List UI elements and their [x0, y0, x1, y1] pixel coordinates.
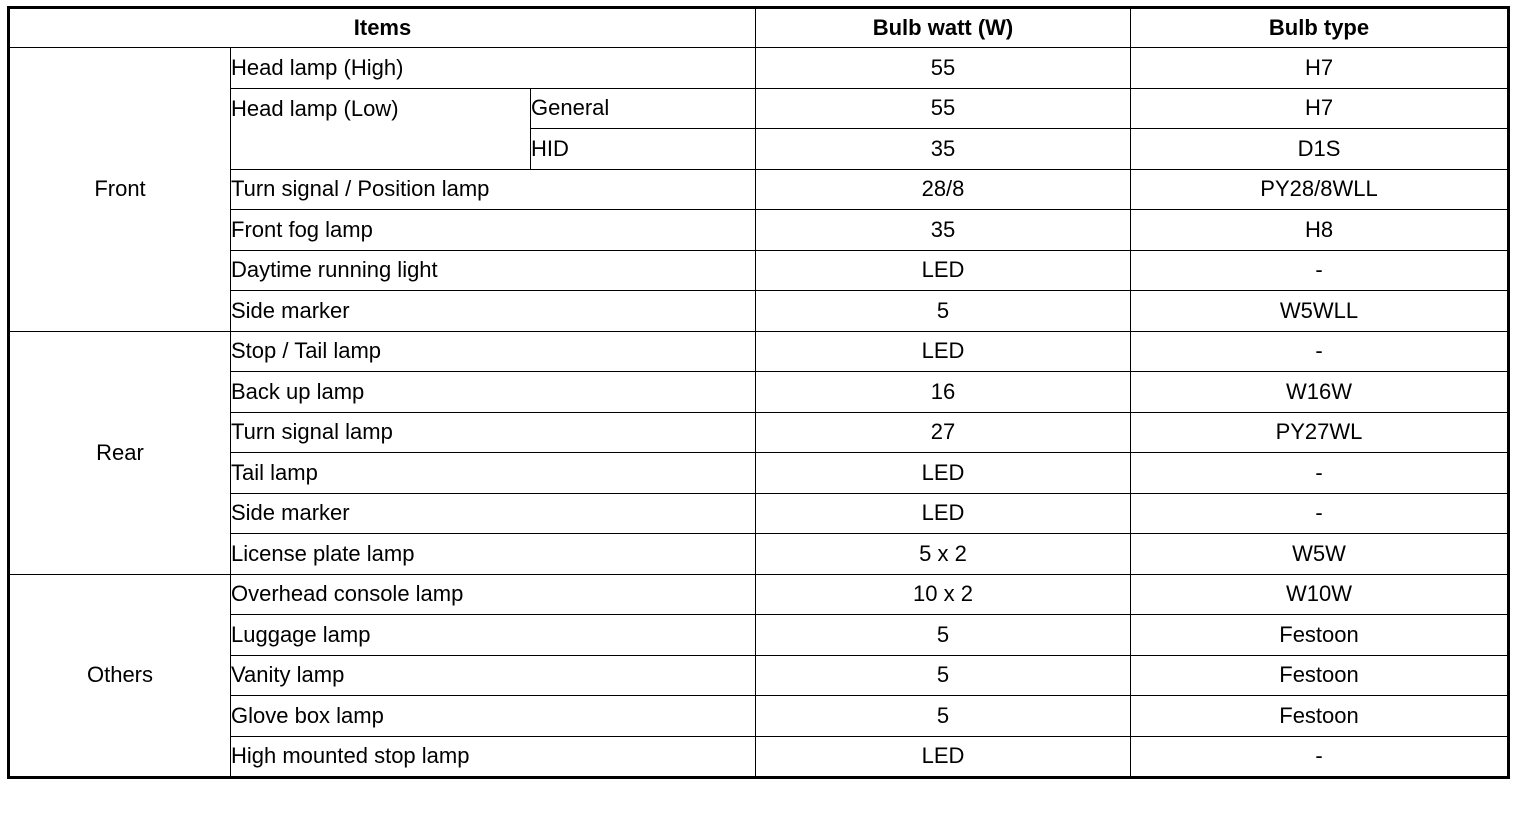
- bulb-watt: 5: [756, 655, 1131, 696]
- item-name: Head lamp (Low): [231, 88, 531, 169]
- item-name: Side marker: [231, 291, 756, 332]
- header-items: Items: [9, 8, 756, 48]
- table-row: [9, 169, 1509, 210]
- item-variant: HID: [531, 129, 756, 170]
- group-front: Front: [9, 48, 231, 332]
- bulb-type: D1S: [1131, 129, 1509, 170]
- item-name: Side marker: [231, 493, 756, 534]
- bulb-type: H8: [1131, 210, 1509, 251]
- bulb-watt: 5: [756, 696, 1131, 737]
- table-row: [9, 291, 1509, 332]
- bulb-watt: 55: [756, 88, 1131, 129]
- table-row: [9, 534, 1509, 575]
- bulb-watt: 5 x 2: [756, 534, 1131, 575]
- table-row: [9, 574, 1509, 615]
- item-name: Daytime running light: [231, 250, 756, 291]
- bulb-type: W10W: [1131, 574, 1509, 615]
- table-row: [9, 736, 1509, 778]
- table-row: [9, 615, 1509, 656]
- table-row: [9, 655, 1509, 696]
- bulb-watt: 16: [756, 372, 1131, 413]
- bulb-watt: LED: [756, 250, 1131, 291]
- header-bulb-type: Bulb type: [1131, 8, 1509, 48]
- bulb-type: W16W: [1131, 372, 1509, 413]
- bulb-type: -: [1131, 493, 1509, 534]
- table-row: [9, 250, 1509, 291]
- bulb-watt: 35: [756, 210, 1131, 251]
- table-row: [9, 412, 1509, 453]
- item-name: Turn signal lamp: [231, 412, 756, 453]
- bulb-watt: 55: [756, 48, 1131, 89]
- bulb-type: -: [1131, 250, 1509, 291]
- item-name: Glove box lamp: [231, 696, 756, 737]
- bulb-type: Festoon: [1131, 696, 1509, 737]
- bulb-watt: 10 x 2: [756, 574, 1131, 615]
- table-row: [9, 372, 1509, 413]
- bulb-watt: 5: [756, 615, 1131, 656]
- table-row: [9, 493, 1509, 534]
- header-bulb-watt: Bulb watt (W): [756, 8, 1131, 48]
- item-name: Head lamp (High): [231, 48, 756, 89]
- item-name: High mounted stop lamp: [231, 736, 756, 778]
- bulb-watt: 27: [756, 412, 1131, 453]
- item-name: Front fog lamp: [231, 210, 756, 251]
- bulb-type: Festoon: [1131, 615, 1509, 656]
- bulb-watt: LED: [756, 453, 1131, 494]
- bulb-watt: 28/8: [756, 169, 1131, 210]
- bulb-type: -: [1131, 453, 1509, 494]
- bulb-type: H7: [1131, 48, 1509, 89]
- bulb-watt: LED: [756, 331, 1131, 372]
- item-name: Turn signal / Position lamp: [231, 169, 756, 210]
- bulb-spec-table: [7, 6, 1510, 779]
- bulb-watt: LED: [756, 493, 1131, 534]
- bulb-type: W5W: [1131, 534, 1509, 575]
- table-row: [9, 210, 1509, 251]
- item-name: Tail lamp: [231, 453, 756, 494]
- bulb-type: Festoon: [1131, 655, 1509, 696]
- table-row: [9, 48, 1509, 89]
- item-name: License plate lamp: [231, 534, 756, 575]
- bulb-type: W5WLL: [1131, 291, 1509, 332]
- item-variant: General: [531, 88, 756, 129]
- header-row: [9, 8, 1509, 48]
- table-row: [9, 88, 1509, 129]
- bulb-watt: 5: [756, 291, 1131, 332]
- bulb-type: PY28/8WLL: [1131, 169, 1509, 210]
- group-others: Others: [9, 574, 231, 778]
- item-name: Luggage lamp: [231, 615, 756, 656]
- bulb-type: -: [1131, 736, 1509, 778]
- table-row: [9, 696, 1509, 737]
- bulb-watt: 35: [756, 129, 1131, 170]
- item-name: Overhead console lamp: [231, 574, 756, 615]
- table-row: [9, 331, 1509, 372]
- item-name: Back up lamp: [231, 372, 756, 413]
- item-name: Vanity lamp: [231, 655, 756, 696]
- table-row: [9, 453, 1509, 494]
- item-name: Stop / Tail lamp: [231, 331, 756, 372]
- group-rear: Rear: [9, 331, 231, 574]
- bulb-type: -: [1131, 331, 1509, 372]
- bulb-type: PY27WL: [1131, 412, 1509, 453]
- bulb-type: H7: [1131, 88, 1509, 129]
- bulb-watt: LED: [756, 736, 1131, 778]
